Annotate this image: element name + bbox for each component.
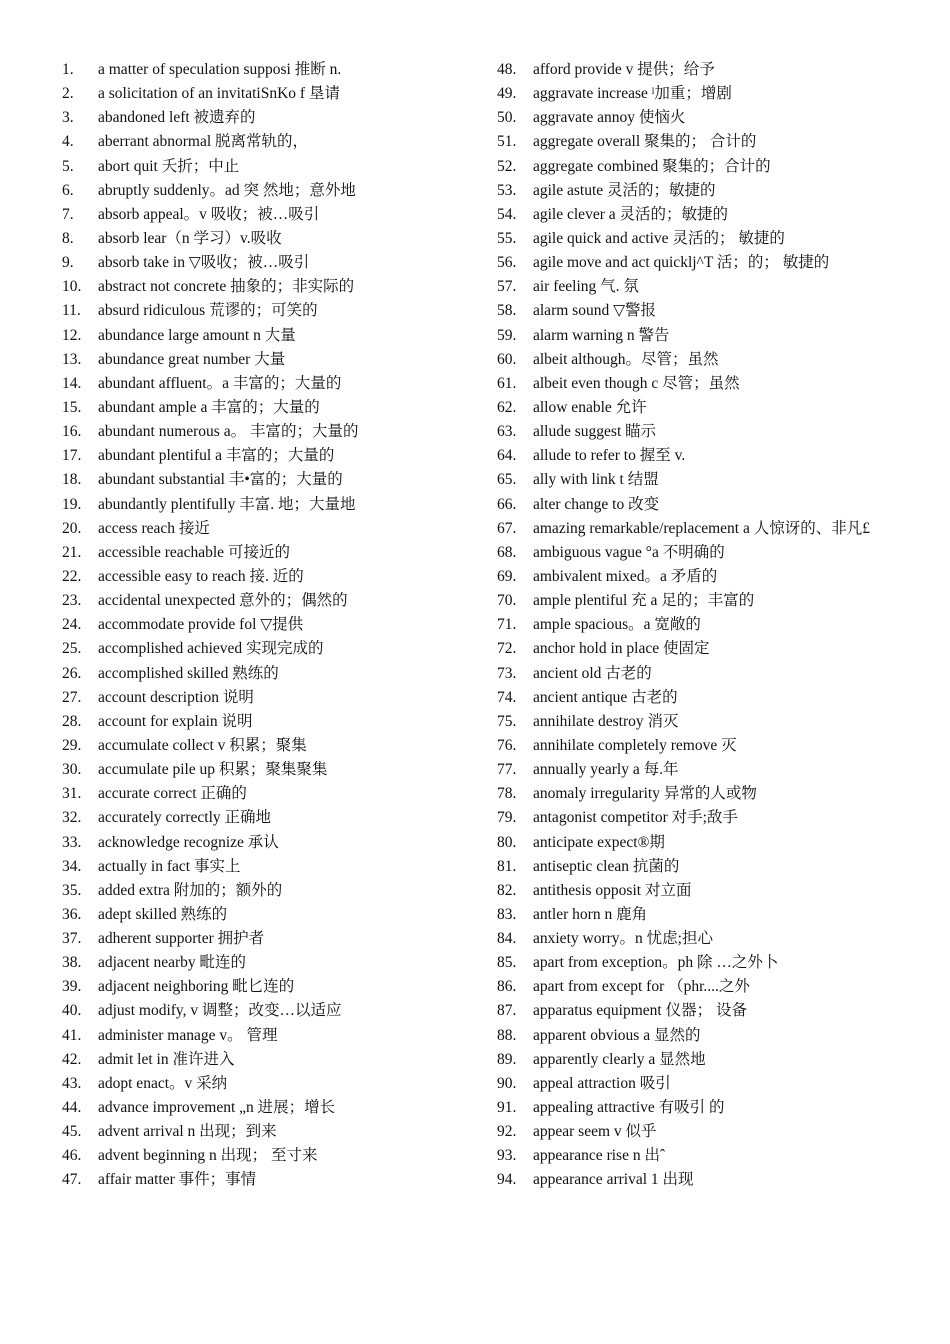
vocab-entry (62, 734, 482, 758)
entry-text: allow enable 允许 (533, 398, 647, 416)
entry-number: 80. (497, 833, 517, 851)
entry-text: apparent obvious a 显然的 (533, 1026, 701, 1044)
vocab-entry (497, 927, 947, 951)
vocab-entry (62, 372, 482, 396)
entry-number: 77. (497, 761, 517, 779)
entry-text: alter change to 改变 (533, 495, 660, 513)
entry-number: 44. (62, 1099, 82, 1117)
entry-text: appear seem v 似乎 (533, 1123, 657, 1141)
vocabulary-column-right (497, 58, 947, 1193)
entry-number: 54. (497, 205, 517, 223)
entry-number: 57. (497, 278, 517, 296)
entry-number: 3. (62, 109, 74, 127)
entry-number: 6. (62, 181, 74, 199)
vocab-entry (497, 1024, 947, 1048)
entry-number: 73. (497, 664, 517, 682)
vocab-entry (497, 662, 947, 686)
vocab-entry (497, 975, 947, 999)
entry-number: 10. (62, 278, 82, 296)
entry-text: annihilate destroy 消灭 (533, 712, 679, 730)
entry-text: afford provide v 提供；给予 (533, 61, 715, 78)
entry-number: 60. (497, 350, 517, 368)
vocab-entry (497, 710, 947, 734)
vocab-entry (62, 565, 482, 589)
entry-number: 38. (62, 954, 82, 972)
entry-text: abstract not concrete 抽象的；非实际的 (98, 278, 355, 296)
vocab-entry (62, 130, 482, 154)
vocabulary-column-left (62, 58, 482, 1193)
vocab-entry (497, 299, 947, 323)
entry-number: 86. (497, 978, 517, 996)
entry-text: appearance rise n 出ˆ (533, 1147, 666, 1165)
entry-text: accidental unexpected 意外的；偶然的 (98, 592, 348, 610)
entry-text: accessible reachable 可接近的 (98, 543, 290, 561)
vocab-entry (62, 975, 482, 999)
vocab-entry (497, 130, 947, 154)
entry-text: accumulate collect v 积累；聚集 (98, 736, 307, 754)
entry-text: apart from except for （phr....之外 (533, 978, 750, 996)
entry-text: advent arrival n 出现；到来 (98, 1123, 277, 1141)
vocab-entry (62, 106, 482, 130)
entry-number: 24. (62, 616, 82, 634)
entry-number: 16. (62, 423, 82, 441)
entry-text: ambivalent mixed。a 矛盾的 (533, 567, 718, 585)
entry-text: ancient old 古老的 (533, 664, 652, 682)
vocab-entry (62, 58, 482, 82)
entry-number: 64. (497, 447, 517, 465)
vocab-entry (497, 855, 947, 879)
entry-text: advent beginning n 出现； 至寸来 (98, 1147, 318, 1165)
entry-text: alarm warning n 警告 (533, 326, 670, 344)
entry-text: appealing attractive 有吸引 的 (533, 1099, 725, 1117)
entry-number: 82. (497, 881, 517, 899)
vocab-entry (62, 613, 482, 637)
entry-text: abundance large amount n 大量 (98, 326, 296, 344)
entry-text: absorb lear（n 学习）v.吸收 (98, 229, 282, 247)
entry-text: agile quick and active 灵活的； 敏捷的 (533, 229, 785, 247)
entry-text: advance improvement „n 进展；增长 (98, 1099, 336, 1117)
entry-text: antler horn n 鹿角 (533, 905, 648, 923)
entry-text: adjacent neighboring 毗匕连的 (98, 978, 295, 996)
entry-text: albeit although。尽管；虽然 (533, 350, 719, 368)
entry-number: 71. (497, 616, 517, 634)
vocab-entry (62, 903, 482, 927)
entry-number: 72. (497, 640, 517, 658)
entry-text: abundant numerous a。 丰富的；大量的 (98, 423, 359, 441)
entry-number: 76. (497, 736, 517, 754)
entry-text: apart from exception。ph 除 …之外卜 (533, 954, 779, 972)
entry-number: 47. (62, 1171, 82, 1189)
vocab-entry (497, 1048, 947, 1072)
entry-number: 11. (62, 302, 81, 320)
entry-text: abundantly plentifully 丰富. 地；大量地 (98, 495, 356, 513)
entry-text: a matter of speculation supposi 推断 n. (98, 61, 342, 78)
vocab-entry (497, 82, 947, 106)
vocab-entry (497, 613, 947, 637)
entry-text: aggregate overall 聚集的； 合计的 (533, 133, 757, 151)
entry-text: amazing remarkable/replacement a 人惊讶的、非凡£ (533, 519, 870, 537)
vocab-entry (62, 637, 482, 661)
vocab-entry (497, 999, 947, 1023)
vocab-entry (497, 444, 947, 468)
vocab-entry (497, 396, 947, 420)
entry-number: 37. (62, 930, 82, 948)
entry-number: 75. (497, 712, 517, 730)
vocab-entry (497, 1144, 947, 1168)
entry-text: a solicitation of an invitatiSnKo f 垦请 (98, 85, 340, 103)
vocab-entry (62, 82, 482, 106)
vocab-entry (62, 927, 482, 951)
vocab-entry (497, 734, 947, 758)
entry-text: ally with link t 结盟 (533, 471, 659, 489)
entry-number: 88. (497, 1026, 517, 1044)
vocab-entry (497, 348, 947, 372)
entry-text: agile clever a 灵活的；敏捷的 (533, 205, 728, 223)
entry-text: antithesis opposit 对立面 (533, 881, 692, 899)
vocab-entry (62, 324, 482, 348)
vocab-entry (497, 541, 947, 565)
vocab-entry (62, 444, 482, 468)
vocab-entry (497, 275, 947, 299)
vocab-entry (62, 710, 482, 734)
vocab-entry (497, 758, 947, 782)
entry-text: adjacent nearby 毗连的 (98, 954, 247, 972)
vocab-entry (62, 517, 482, 541)
entry-text: abandoned left 被遗弃的 (98, 109, 256, 127)
entry-text: accomplished achieved 实现完成的 (98, 640, 324, 658)
vocab-entry (62, 782, 482, 806)
entry-number: 18. (62, 471, 82, 489)
entry-number: 50. (497, 109, 517, 127)
entry-number: 94. (497, 1171, 517, 1189)
entry-number: 68. (497, 543, 517, 561)
entry-number: 79. (497, 809, 517, 827)
entry-text: air feeling 气. 氛 (533, 278, 639, 296)
vocab-entry (62, 299, 482, 323)
entry-number: 63. (497, 423, 517, 441)
entry-number: 13. (62, 350, 82, 368)
entry-number: 7. (62, 205, 74, 223)
entry-text: acknowledge recognize 承认 (98, 833, 279, 851)
entry-text: affair matter 事件；事情 (98, 1171, 257, 1189)
entry-text: anomaly irregularity 异常的人或物 (533, 785, 757, 803)
entry-text: account for explain 说明 (98, 712, 253, 730)
entry-number: 35. (62, 881, 82, 899)
vocab-entry (497, 951, 947, 975)
entry-text: account description 说明 (98, 688, 254, 706)
vocab-entry (497, 324, 947, 348)
entry-text: antagonist competitor 对手;敌手 (533, 809, 738, 827)
entry-number: 58. (497, 302, 517, 320)
entry-text: agile astute 灵活的；敏捷的 (533, 181, 716, 199)
entry-text: abundant plentiful a 丰富的；大量的 (98, 447, 335, 465)
entry-text: anticipate expect®期 (533, 833, 665, 851)
vocab-entry (497, 637, 947, 661)
entry-number: 20. (62, 519, 82, 537)
entry-text: apparently clearly a 显然地 (533, 1050, 706, 1068)
vocab-entry (497, 1168, 947, 1192)
entry-number: 1. (62, 61, 74, 78)
entry-number: 31. (62, 785, 82, 803)
entry-number: 52. (497, 157, 517, 175)
entry-number: 26. (62, 664, 82, 682)
entry-text: alarm sound ▽警报 (533, 302, 656, 320)
entry-text: ambiguous vague °a 不明确的 (533, 543, 725, 561)
entry-text: abundant ample a 丰富的；大量的 (98, 398, 320, 416)
entry-text: adopt enact。v 采纳 (98, 1074, 228, 1092)
vocab-entry (497, 372, 947, 396)
entry-text: actually in fact 事实上 (98, 857, 241, 875)
entry-number: 12. (62, 326, 82, 344)
entry-text: accomplished skilled 熟练的 (98, 664, 279, 682)
entry-text: access reach 接近 (98, 519, 210, 537)
entry-number: 90. (497, 1074, 517, 1092)
vocab-entry (62, 1072, 482, 1096)
entry-number: 67. (497, 519, 517, 537)
entry-number: 5. (62, 157, 74, 175)
entry-text: absorb take in ▽吸收；被…吸引 (98, 254, 310, 272)
vocab-entry (62, 203, 482, 227)
entry-text: aggravate increase ˡ加重；增剧 (533, 85, 732, 103)
vocab-entry (497, 782, 947, 806)
entry-number: 43. (62, 1074, 82, 1092)
entry-text: aggregate combined 聚集的；合计的 (533, 157, 771, 175)
entry-text: allude to refer to 握至 v. (533, 447, 686, 465)
entry-number: 42. (62, 1050, 82, 1068)
vocab-entry (62, 879, 482, 903)
entry-text: abruptly suddenly。ad 突 然地；意外地 (98, 181, 356, 199)
vocab-entry (497, 106, 947, 130)
vocab-entry (62, 155, 482, 179)
entry-text: abundance great number 大量 (98, 350, 286, 368)
vocab-entry (62, 1096, 482, 1120)
entry-number: 55. (497, 229, 517, 247)
vocab-entry (62, 1024, 482, 1048)
entry-text: apparatus equipment 仪器； 设备 (533, 1002, 747, 1020)
entry-number: 2. (62, 85, 74, 103)
entry-text: appearance arrival 1 出现 (533, 1171, 694, 1189)
entry-number: 34. (62, 857, 82, 875)
vocab-entry (62, 999, 482, 1023)
vocab-entry (497, 831, 947, 855)
vocab-entry (497, 58, 947, 82)
vocab-entry (62, 468, 482, 492)
vocab-entry (497, 686, 947, 710)
vocab-entry (497, 517, 947, 541)
entry-number: 56. (497, 254, 517, 272)
entry-number: 22. (62, 567, 82, 585)
entry-number: 21. (62, 543, 82, 561)
entry-number: 61. (497, 374, 517, 392)
entry-text: abort quit 夭折；中止 (98, 157, 240, 175)
entry-number: 14. (62, 374, 82, 392)
entry-text: absorb appeal。v 吸收；被…吸引 (98, 205, 320, 223)
entry-text: allude suggest 瞄示 (533, 423, 657, 441)
entry-number: 36. (62, 905, 82, 923)
vocab-entry (497, 420, 947, 444)
vocab-entry (497, 879, 947, 903)
vocab-entry (497, 1120, 947, 1144)
entry-text: annually yearly a 每.年 (533, 761, 679, 779)
entry-number: 66. (497, 495, 517, 513)
entry-text: ancient antique 古老的 (533, 688, 678, 706)
entry-text: anxiety worry。n 忧虑;担心 (533, 930, 713, 948)
entry-number: 70. (497, 592, 517, 610)
vocab-entry (62, 275, 482, 299)
vocab-entry (62, 1144, 482, 1168)
entry-number: 89. (497, 1050, 517, 1068)
entry-number: 15. (62, 398, 82, 416)
entry-text: administer manage v。 管理 (98, 1026, 278, 1044)
vocab-entry (497, 179, 947, 203)
entry-number: 62. (497, 398, 517, 416)
entry-text: abundant substantial 丰•富的；大量的 (98, 471, 343, 489)
entry-text: appeal attraction 吸引 (533, 1074, 671, 1092)
vocab-entry (62, 227, 482, 251)
entry-text: agile move and act quicklj^T 活；的； 敏捷的 (533, 254, 830, 272)
entry-number: 48. (497, 61, 517, 78)
entry-number: 59. (497, 326, 517, 344)
entry-text: anchor hold in place 使固定 (533, 640, 710, 658)
entry-text: abundant affluent。a 丰富的；大量的 (98, 374, 342, 392)
vocab-entry (497, 468, 947, 492)
entry-number: 29. (62, 736, 82, 754)
vocab-entry (62, 855, 482, 879)
entry-text: ample spacious。a 宽敞的 (533, 616, 701, 634)
entry-number: 78. (497, 785, 517, 803)
entry-number: 27. (62, 688, 82, 706)
entry-number: 30. (62, 761, 82, 779)
entry-text: aggravate annoy 使恼火 (533, 109, 686, 127)
entry-number: 84. (497, 930, 517, 948)
entry-text: accurately correctly 正确地 (98, 809, 271, 827)
entry-text: adherent supporter 拥护者 (98, 930, 265, 948)
vocab-entry (497, 903, 947, 927)
entry-number: 40. (62, 1002, 82, 1020)
entry-number: 17. (62, 447, 82, 465)
entry-text: accommodate provide fol ▽提供 (98, 616, 304, 634)
entry-text: accessible easy to reach 接. 近的 (98, 567, 304, 585)
vocab-entry (497, 227, 947, 251)
entry-number: 53. (497, 181, 517, 199)
entry-number: 83. (497, 905, 517, 923)
entry-number: 93. (497, 1147, 517, 1165)
entry-number: 41. (62, 1026, 82, 1044)
entry-text: absurd ridiculous 荒谬的；可笑的 (98, 302, 318, 320)
entry-number: 91. (497, 1099, 517, 1117)
entry-text: albeit even though c 尽管；虽然 (533, 374, 740, 392)
entry-number: 74. (497, 688, 517, 706)
vocab-entry (62, 758, 482, 782)
entry-number: 87. (497, 1002, 517, 1020)
vocab-entry (62, 251, 482, 275)
entry-text: aberrant abnormal 脱离常轨的， (98, 133, 309, 151)
vocab-entry (62, 806, 482, 830)
vocab-entry (497, 203, 947, 227)
entry-number: 81. (497, 857, 517, 875)
vocab-entry (62, 831, 482, 855)
entry-number: 19. (62, 495, 82, 513)
entry-number: 33. (62, 833, 82, 851)
vocab-entry (62, 1048, 482, 1072)
entry-number: 85. (497, 954, 517, 972)
vocab-entry (62, 951, 482, 975)
vocab-entry (62, 179, 482, 203)
vocab-entry (62, 541, 482, 565)
entry-text: added extra 附加的；额外的 (98, 881, 283, 899)
vocab-entry (497, 1072, 947, 1096)
entry-text: antiseptic clean 抗菌的 (533, 857, 680, 875)
entry-number: 39. (62, 978, 82, 996)
entry-number: 28. (62, 712, 82, 730)
vocab-entry (62, 589, 482, 613)
entry-number: 45. (62, 1123, 82, 1141)
vocab-entry (62, 420, 482, 444)
vocab-entry (497, 493, 947, 517)
entry-number: 32. (62, 809, 82, 827)
entry-number: 25. (62, 640, 82, 658)
vocab-entry (497, 589, 947, 613)
vocab-entry (62, 1120, 482, 1144)
entry-text: ample plentiful 充 a 足的；丰富的 (533, 592, 755, 610)
entry-text: accurate correct 正确的 (98, 785, 247, 803)
entry-text: adjust modify, v 调整；改变…以适应 (98, 1002, 342, 1020)
entry-number: 23. (62, 592, 82, 610)
entry-text: adept skilled 熟练的 (98, 905, 228, 923)
entry-number: 4. (62, 133, 74, 151)
vocab-entry (497, 565, 947, 589)
entry-number: 92. (497, 1123, 517, 1141)
vocab-entry (497, 1096, 947, 1120)
vocab-entry (62, 686, 482, 710)
entry-number: 49. (497, 85, 517, 103)
vocab-entry (62, 348, 482, 372)
entry-text: admit let in 准许进入 (98, 1050, 235, 1068)
entry-number: 51. (497, 133, 517, 151)
entry-number: 8. (62, 229, 74, 247)
entry-number: 46. (62, 1147, 82, 1165)
vocab-entry (62, 662, 482, 686)
entry-number: 9. (62, 254, 74, 272)
vocab-entry (62, 396, 482, 420)
vocab-entry (62, 1168, 482, 1192)
entry-number: 65. (497, 471, 517, 489)
entry-text: accumulate pile up 积累；聚集聚集 (98, 761, 328, 779)
vocab-entry (497, 806, 947, 830)
vocab-entry (497, 155, 947, 179)
vocab-entry (62, 493, 482, 517)
entry-number: 69. (497, 567, 517, 585)
entry-text: annihilate completely remove 灭 (533, 736, 737, 754)
vocab-entry (497, 251, 947, 275)
